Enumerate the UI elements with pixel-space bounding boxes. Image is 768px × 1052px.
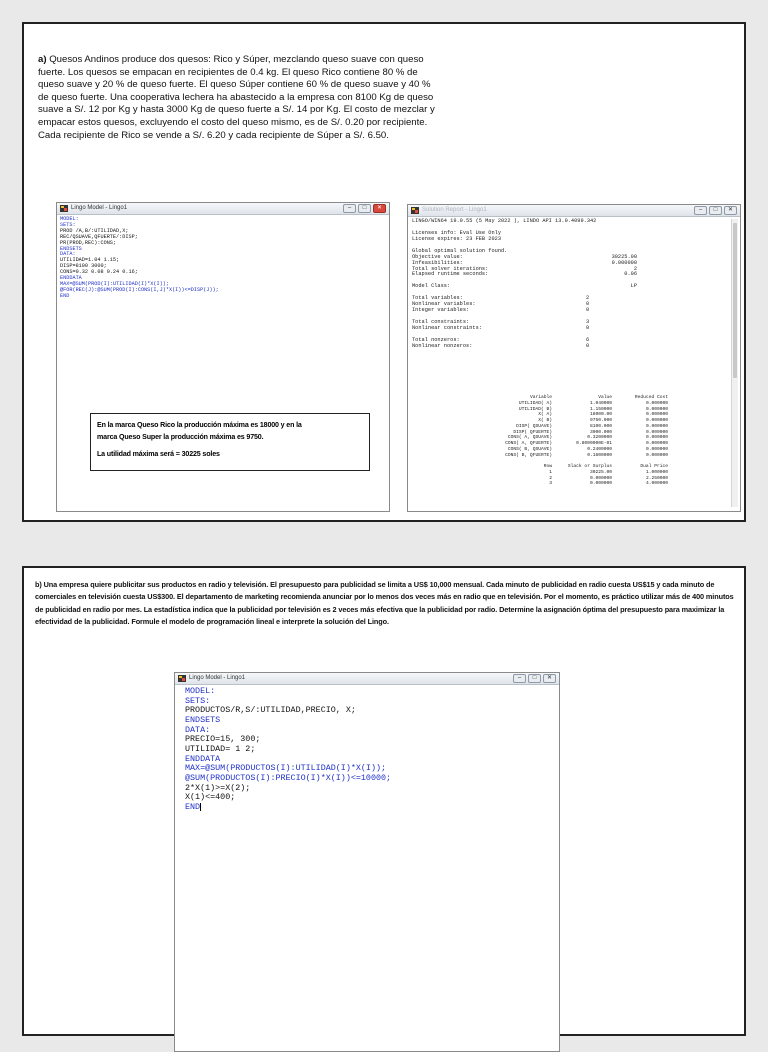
- window-titlebar[interactable]: [175, 673, 559, 685]
- code-line: DATA:: [185, 724, 211, 735]
- summary-label: Total variables:: [412, 295, 463, 302]
- maximize-icon[interactable]: □: [528, 674, 541, 683]
- summary-value: 0.000000: [611, 259, 637, 266]
- cell: CONS( A, QSUAVE): [507, 435, 552, 441]
- lingo-model-window-a[interactable]: [56, 202, 390, 512]
- license-info: Licenses info: Eval Use Only: [412, 229, 502, 236]
- summary-value: 6: [586, 336, 590, 343]
- cell: 1.150000: [589, 406, 612, 412]
- summary-value: 0: [586, 342, 590, 349]
- lingo-model-window-b[interactable]: [174, 672, 560, 1052]
- code-line: PRODUCTOS/R,S/:UTILIDAD,PRECIO, X;: [185, 705, 356, 716]
- code-line: END: [185, 802, 201, 813]
- solution-report-window[interactable]: [407, 204, 741, 512]
- cell: DISP( QSUAVE): [516, 423, 552, 429]
- lingo-app-icon: [60, 205, 68, 212]
- code-line: MODEL:: [185, 686, 216, 696]
- summary-label: Elapsed runtime seconds:: [412, 271, 489, 278]
- cell: 0.000000: [645, 446, 668, 452]
- cell: CONS( A, QFUERTE): [505, 441, 552, 446]
- variable-table: [412, 395, 712, 487]
- table-row: [412, 481, 712, 487]
- page-part-b: [22, 566, 746, 1036]
- lingo-code-editor[interactable]: [185, 687, 391, 813]
- close-icon[interactable]: ✕: [543, 674, 556, 683]
- maximize-icon[interactable]: □: [709, 206, 722, 215]
- summary-label: Integer variables:: [412, 307, 470, 314]
- cell: 30225.00: [589, 469, 612, 475]
- code-line: 2*X(1)>=X(2);: [185, 782, 251, 793]
- note-line-1: En la marca Queso Rico la producción máxima es 18000 y en la: [97, 421, 302, 429]
- lingo-code-editor[interactable]: [60, 217, 219, 300]
- cell: 9750.000: [589, 418, 612, 423]
- text-cursor: [200, 803, 201, 811]
- summary-value: 0: [586, 307, 590, 314]
- code-line: PR(PROD,REC):CONS;: [60, 239, 117, 246]
- cell: X( A): [538, 412, 552, 418]
- cell: 2.250000: [645, 475, 668, 481]
- window-titlebar[interactable]: [57, 203, 389, 215]
- summary-value: 3: [586, 318, 590, 325]
- note-line-3: La utilidad máxima será = 30225 soles: [97, 450, 220, 458]
- code-line: ENDDATA: [185, 753, 221, 764]
- code-line: SETS:: [185, 695, 211, 706]
- cell: 0.000000: [645, 400, 668, 406]
- code-line: DISP=8100 3000;: [60, 263, 107, 270]
- summary-value: 2: [586, 295, 590, 302]
- window-titlebar[interactable]: [408, 205, 740, 217]
- cell: Value: [598, 395, 612, 400]
- summary-label: Nonlinear variables:: [412, 301, 476, 308]
- code-line: DATA:: [60, 251, 76, 258]
- cell: Slack or Surplus: [567, 464, 612, 469]
- cell: 1.040000: [589, 400, 612, 406]
- cell: 3: [549, 481, 552, 487]
- code-line: SETS:: [60, 221, 76, 228]
- cell: CONS( B, QSUAVE): [507, 446, 552, 452]
- code-line: PRECIO=15, 300;: [185, 734, 261, 745]
- vertical-scrollbar[interactable]: [731, 219, 738, 507]
- code-line: ENDSETS: [60, 245, 82, 252]
- cell: 3000.000: [589, 429, 612, 435]
- cell: 4.000000: [645, 481, 668, 487]
- summary-label: Total solver iterations:: [412, 265, 489, 272]
- problem-a-text: [38, 54, 438, 142]
- code-line: ENDDATA: [60, 275, 82, 282]
- note-line-2: marca Queso Super la producción máxima es 9750.: [97, 433, 264, 441]
- summary-value: 0: [586, 301, 590, 308]
- problem-a-label: a): [38, 54, 47, 65]
- summary-value: 0: [586, 324, 590, 331]
- cell: 0.000000: [589, 475, 612, 481]
- summary-label: Nonlinear nonzeros:: [412, 342, 473, 349]
- cell: 0.3200000: [587, 435, 612, 441]
- cell: CONS( B, QFUERTE): [505, 452, 552, 458]
- result-note: [90, 413, 370, 471]
- solution-report-text: [412, 219, 717, 509]
- license-expires: License expires: 23 FEB 2023: [412, 235, 502, 242]
- summary-label: Total constraints:: [412, 318, 470, 325]
- code-line: END: [60, 292, 70, 299]
- cell: 0.000000: [645, 418, 668, 423]
- cell: 0.000000: [645, 452, 668, 458]
- cell: 0.000000: [645, 412, 668, 418]
- code-line: @FOR(REC(J):@SUM(PROD(I):CONS(I,J)*X(I))<=DISP(J));: [60, 286, 219, 293]
- report-header: LINGO/WIN64 19.0.55 (5 May 2022 ), LINDO API 13.0.4099.342: [412, 218, 597, 224]
- summary-label: Objective value:: [412, 253, 463, 260]
- summary-value: 0.06: [624, 271, 637, 278]
- code-line: MODEL:: [60, 216, 79, 222]
- problem-b-text: b) Una empresa quiere publicitar sus productos en radio y televisión. El presupuesto para publicidad se limita a US$ 10,000 mensual. Cada minuto de publicidad en radio cuesta US$15 y cada minuto de comerciales en televisión cuesta US$300. El departamento de marketing recomienda anunciar por lo menos dos veces más en radio que en televisión. Por el momento, es práctico utilizar más de 400 minutos de publicidad en radio por mes. La estadística indica que la publicidad por televisión es 2 veces más efectiva que la publicidad por radio. Determine la asignación óptima del presupuesto para maximizar la efectividad de la publicidad. Formule el modelo de programación lineal e interprete la solución del Lingo.: [35, 580, 734, 627]
- cell: 0.000000: [645, 429, 668, 435]
- cell: 0.000000: [645, 441, 668, 446]
- code-line: UTILIDAD= 1 2;: [185, 743, 256, 754]
- page-part-a: [22, 22, 746, 522]
- code-line: MAX=@SUM(PROD(I):UTILIDAD(I)*X(I));: [60, 280, 169, 287]
- scrollbar-thumb[interactable]: [733, 223, 737, 378]
- code-line: UTILIDAD=1.04 1.15;: [60, 257, 120, 264]
- cell: Reduced Cost: [634, 395, 668, 400]
- code-line: X(1)<=400;: [185, 792, 236, 803]
- maximize-icon[interactable]: □: [358, 204, 371, 213]
- cell: 0.1600000: [587, 452, 612, 458]
- code-line: PROD /A,B/:UTILIDAD,X;: [60, 227, 129, 234]
- code-line: REC/QSUAVE,QFUERTE/:DISP;: [60, 233, 138, 240]
- code-line: ENDSETS: [185, 714, 221, 725]
- cell: 1: [549, 469, 552, 475]
- summary-label: Total nonzeros:: [412, 336, 460, 343]
- cell: UTILIDAD( B): [518, 406, 552, 412]
- minimize-icon[interactable]: –: [513, 674, 526, 683]
- cell: 0.2400000: [587, 446, 612, 452]
- close-icon[interactable]: ✕: [373, 204, 386, 213]
- model-class-row: Model Class: LP: [412, 283, 637, 290]
- cell: 0.000000: [645, 406, 668, 412]
- solution-status: Global optimal solution found.: [412, 247, 508, 254]
- window-title: Lingo Model - Lingo1: [71, 205, 128, 211]
- summary-value: 2: [633, 265, 637, 272]
- cell: Variable: [529, 395, 552, 400]
- cell: 0.000000: [645, 423, 668, 429]
- code-line: MAX=@SUM(PRODUCTOS(I):UTILIDAD(I)*X(I));: [185, 763, 387, 774]
- summary-row: [412, 344, 717, 350]
- code-line: CONS=0.32 0.08 0.24 0.16;: [60, 269, 138, 276]
- summary-value: 30225.00: [611, 253, 637, 260]
- problem-a-body: Quesos Andinos produce dos quesos: Rico y Súper, mezclando queso suave con queso fuerte. Los quesos se empacan en recipientes de 0.4 kg. El queso Rico contiene 80 % de queso suave y 20 % de queso fuerte. El queso Súper contiene 60 % de queso suave y 40 % de queso fuerte. Una cooperativa lechera ha abastecido a la empresa con 8100 Kg de queso suave a S/. 12 por Kg y hasta 3000 Kg de queso fuerte a S/. 14 por Kg. El costo de mezclar y empacar estos quesos, excluyendo el costo del queso mismo, es de S/. 0.20 por recipiente. Cada recipiente de Rico se vende a S/. 6.20 y cada recipiente de Súper a S/. 6.50.: [38, 54, 435, 141]
- cell: UTILIDAD( A): [518, 400, 552, 406]
- minimize-icon[interactable]: –: [694, 206, 707, 215]
- code-line: @SUM(PRODUCTOS(I):PRECIO(I)*X(I))<=10000;: [185, 772, 392, 783]
- cell: Dual Price: [640, 464, 668, 469]
- cell: X( B): [538, 418, 552, 423]
- cell: 0.8000000E-01: [576, 441, 612, 446]
- window-title: Solution Report - Lingo1: [422, 207, 487, 213]
- summary-label: Nonlinear constraints:: [412, 324, 482, 331]
- lingo-app-icon: [178, 675, 186, 682]
- cell: 18000.00: [589, 412, 612, 418]
- cell: 1.000000: [645, 469, 668, 475]
- minimize-icon[interactable]: –: [343, 204, 356, 213]
- cell: Row: [543, 464, 552, 469]
- cell: 8100.000: [589, 423, 612, 429]
- cell: 0.000000: [589, 481, 612, 487]
- lingo-app-icon: [411, 207, 419, 214]
- cell: 2: [549, 475, 552, 481]
- summary-label: Infeasibilities:: [412, 259, 463, 266]
- cell: 0.000000: [645, 435, 668, 441]
- window-title: Lingo Model - Lingo1: [189, 675, 246, 681]
- cell: DISP( QFUERTE): [513, 429, 552, 435]
- close-icon[interactable]: ✕: [724, 206, 737, 215]
